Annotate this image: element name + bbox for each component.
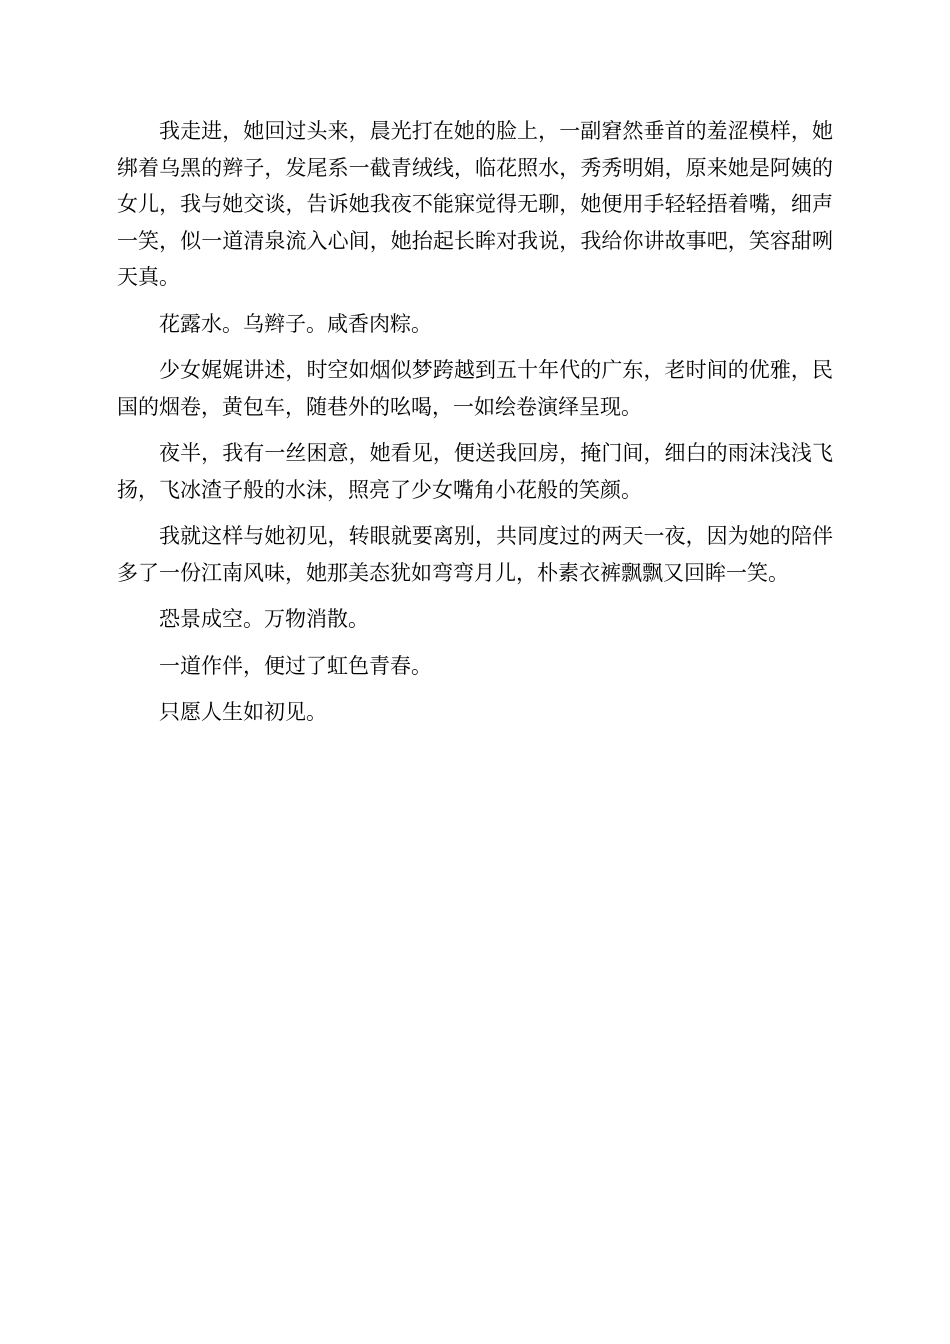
- document-page: [117, 113, 833, 741]
- paragraph-youth: 一道作伴，便过了虹色青春。: [159, 653, 432, 678]
- paragraph-storytelling: 少女娓娓讲述，时空如烟似梦跨越到五十年代的广东，老时间的优雅，民国的烟卷，黄包车，随巷外的吆喝，一如绘卷演绎呈现。: [117, 358, 833, 419]
- paragraph-farewell: 我就这样与她初见，转眼就要离别，共同度过的两天一夜，因为她的陪伴多了一份江南风味，她那美态犹如弯弯月儿，朴素衣裤飘飘又回眸一笑。: [117, 524, 833, 585]
- paragraph-keywords: 花露水。乌辫子。咸香肉粽。: [159, 311, 432, 336]
- paragraph-closing: 只愿人生如初见。: [159, 700, 327, 724]
- paragraph-emptiness: 恐景成空。万物消散。: [159, 607, 369, 631]
- paragraph-midnight: 夜半，我有一丝困意，她看见，便送我回房，掩门间，细白的雨沫浅浅飞扬，飞冰渣子般的水沫，照亮了少女嘴角小花般的笑颜。: [117, 441, 833, 502]
- paragraph-meeting: 我走进，她回过头来，晨光打在她的脸上，一副窘然垂首的羞涩模样，她绑着乌黑的辫子，发尾系一截青绒线，临花照水，秀秀明娟，原来她是阿姨的女儿，我与她交谈，告诉她我夜不能寐觉得无聊，她便用手轻轻捂着嘴，细声一笑，似一道清泉流入心间，她抬起长眸对我说，我给你讲故事吧，笑容甜咧天真。: [117, 119, 833, 289]
